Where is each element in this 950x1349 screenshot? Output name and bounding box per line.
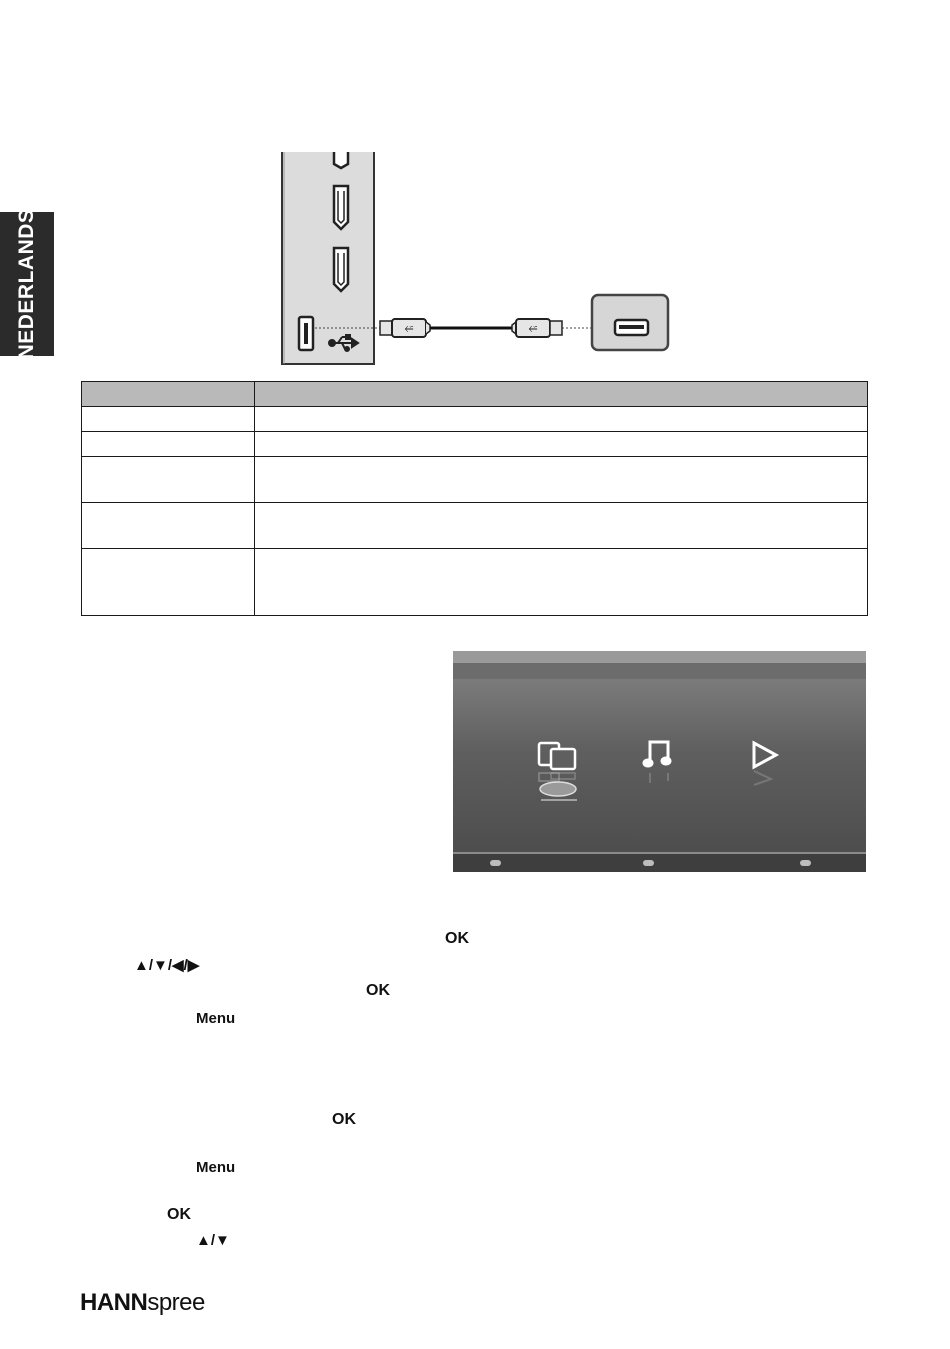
ok-key-label: OK	[167, 1206, 191, 1223]
photo-icon[interactable]	[539, 743, 577, 800]
usb-port-icon	[299, 317, 313, 350]
logo-bold-part: HANN	[80, 1289, 148, 1316]
tv-side-panel	[282, 152, 374, 364]
language-tab	[0, 208, 54, 360]
media-icons	[453, 651, 866, 852]
usb-cable-icon	[380, 319, 562, 337]
table-row	[82, 457, 868, 503]
media-player-screen	[453, 651, 866, 872]
hannspree-logo	[80, 1289, 205, 1317]
movie-icon[interactable]	[754, 743, 776, 785]
spec-table	[81, 381, 868, 616]
table-row	[82, 549, 868, 616]
table-row	[82, 503, 868, 549]
svg-text:⭁: ⭁	[528, 322, 538, 335]
table-row	[82, 407, 868, 432]
ok-key-label: OK	[366, 982, 390, 999]
menu-key-label: Menu	[196, 1159, 236, 1176]
svg-text:⭁: ⭁	[404, 322, 414, 335]
music-icon[interactable]	[644, 742, 670, 783]
ok-key-label: OK	[445, 930, 469, 947]
select-hint-icon	[643, 860, 654, 866]
navigate-hint-icon	[490, 860, 501, 866]
arrow-keys-label: ▲/▼	[196, 1232, 230, 1249]
table-row	[82, 432, 868, 457]
hdmi-port-icon	[334, 248, 348, 291]
usb-device-icon	[592, 295, 668, 350]
media-hint-bar	[453, 852, 866, 872]
exit-hint-icon	[800, 860, 811, 866]
ok-key-label: OK	[332, 1111, 356, 1128]
language-tab-label: NEDERLANDS	[15, 208, 38, 360]
logo-regular-part: spree	[147, 1289, 205, 1316]
table-header-row	[82, 382, 868, 407]
hdmi-port-icon	[334, 186, 348, 229]
menu-key-label: Menu	[196, 1010, 236, 1027]
hdmi-port-icon	[334, 152, 348, 168]
arrow-keys-label: ▲/▼/◀/▶	[134, 957, 200, 974]
usb-connection-diagram	[270, 150, 680, 370]
